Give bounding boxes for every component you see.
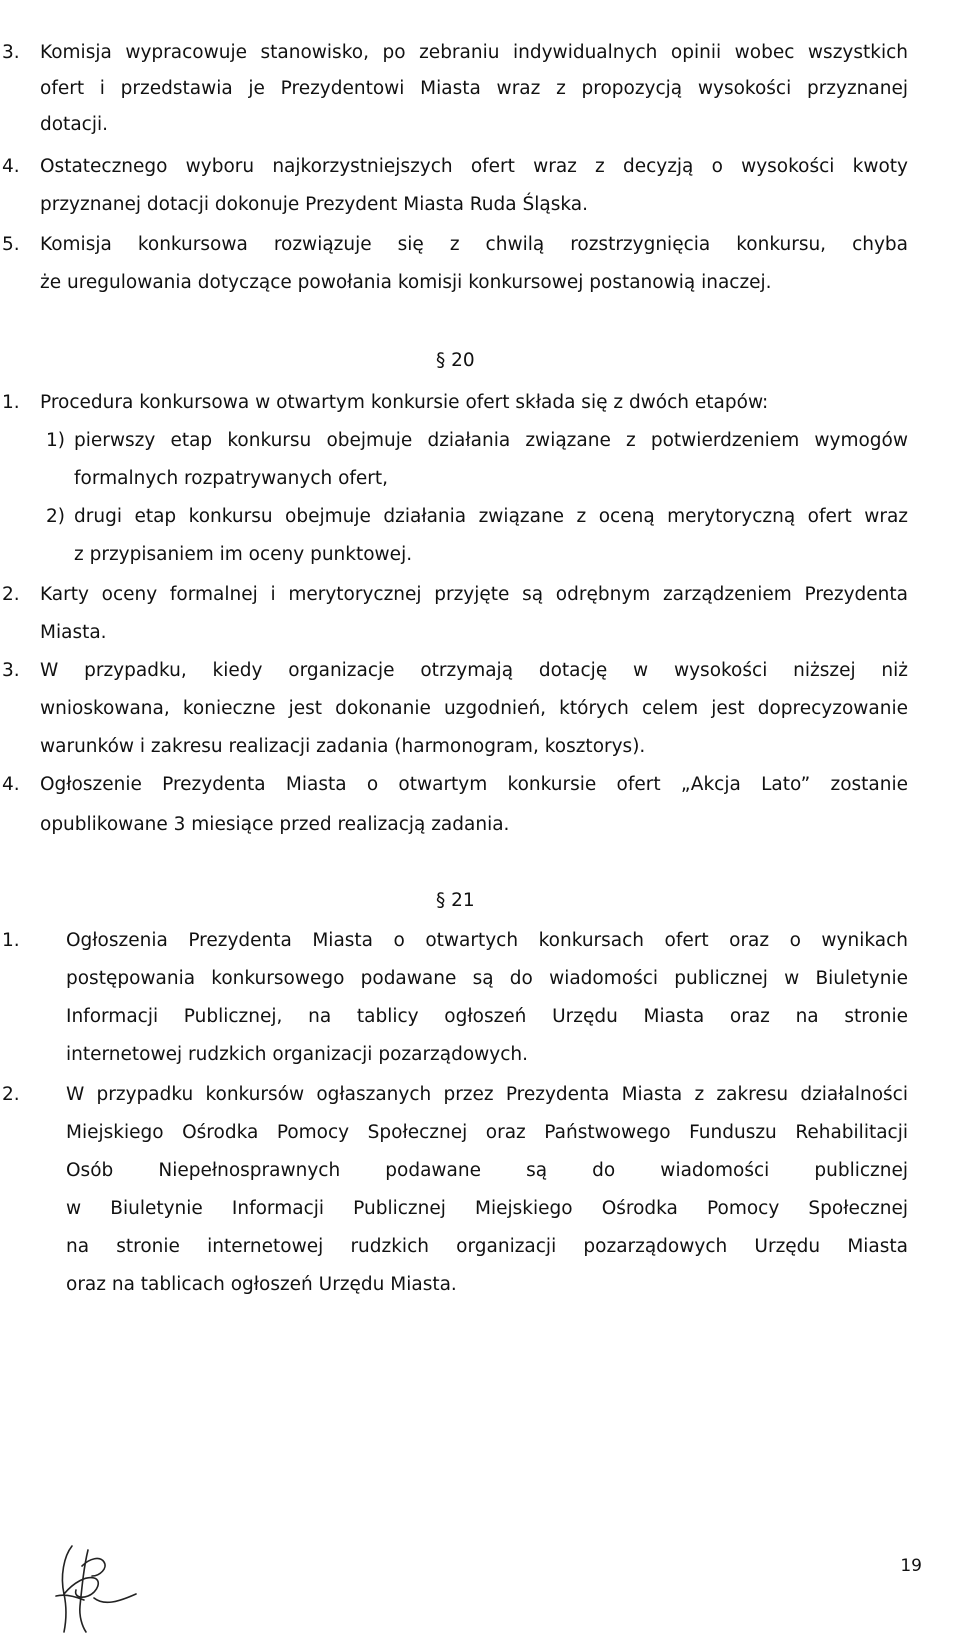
paragraph-line: warunków i zakresu realizacji zadania (harmonogram, kosztorys).	[40, 736, 646, 757]
paragraph-line: dotacji.	[40, 114, 108, 135]
paragraph-line: Komisja wypracowuje stanowisko, po zebraniu indywidualnych opinii wobec wszystkich	[40, 42, 908, 63]
page-number: 19	[900, 1556, 922, 1576]
paragraph-line: drugi etap konkursu obejmuje działania związane z oceną merytoryczną ofert wraz	[74, 506, 908, 527]
paragraph-line: Karty oceny formalnej i merytorycznej przyjęte są odrębnym zarządzeniem Prezydenta	[40, 584, 908, 605]
paragraph-line: oraz na tablicach ogłoszeń Urzędu Miasta.	[66, 1274, 457, 1295]
paragraph-line: postępowania konkursowego podawane są do wiadomości publicznej w Biuletynie	[66, 968, 908, 989]
sub-item-number: 1)	[46, 430, 65, 451]
paragraph-line: Miejskiego Ośrodka Pomocy Społecznej oraz Państwowego Funduszu Rehabilitacji	[66, 1122, 908, 1143]
section-heading: § 21	[436, 890, 475, 911]
paragraph-line: że uregulowania dotyczące powołania komisji konkursowej postanowią inaczej.	[40, 272, 772, 293]
paragraph-line: pierwszy etap konkursu obejmuje działania związane z potwierdzeniem wymogów	[74, 430, 908, 451]
paragraph-line: internetowej rudzkich organizacji pozarządowych.	[66, 1044, 529, 1065]
item-number: 4.	[2, 156, 20, 177]
paragraph-line: Informacji Publicznej, na tablicy ogłoszeń Urzędu Miasta oraz na stronie	[66, 1006, 908, 1027]
item-number: 3.	[2, 42, 20, 63]
paragraph-line: opublikowane 3 miesiące przed realizacją zadania.	[40, 814, 510, 835]
paragraph-line: Komisja konkursowa rozwiązuje się z chwilą rozstrzygnięcia konkursu, chyba	[40, 234, 908, 255]
paragraph-line: Procedura konkursowa w otwartym konkursie ofert składa się z dwóch etapów:	[40, 392, 769, 413]
paragraph-line: Ogłoszenia Prezydenta Miasta o otwartych konkursach ofert oraz o wynikach	[66, 930, 908, 951]
paragraph-line: W przypadku, kiedy organizacje otrzymają dotację w wysokości niższej niż	[40, 660, 908, 681]
item-number: 2.	[2, 1084, 20, 1105]
paragraph-line: ofert i przedstawia je Prezydentowi Miasta wraz z propozycją wysokości przyznanej	[40, 78, 908, 99]
paragraph-line: Miasta.	[40, 622, 107, 643]
item-number: 3.	[2, 660, 20, 681]
paragraph-line: w Biuletynie Informacji Publicznej Miejskiego Ośrodka Pomocy Społecznej	[66, 1198, 908, 1219]
paragraph-line: przyznanej dotacji dokonuje Prezydent Miasta Ruda Śląska.	[40, 194, 588, 215]
item-number: 2.	[2, 584, 20, 605]
item-number: 1.	[2, 930, 20, 951]
paragraph-line: na stronie internetowej rudzkich organizacji pozarządowych Urzędu Miasta	[66, 1236, 908, 1257]
paragraph-line: Ostatecznego wyboru najkorzystniejszych ofert wraz z decyzją o wysokości kwoty	[40, 156, 908, 177]
paragraph-line: formalnych rozpatrywanych ofert,	[74, 468, 389, 489]
paragraph-line: W przypadku konkursów ogłaszanych przez Prezydenta Miasta z zakresu działalności	[66, 1084, 908, 1105]
paragraph-line: z przypisaniem im oceny punktowej.	[74, 544, 413, 565]
paragraph-line: Osób Niepełnosprawnych podawane są do wiadomości publicznej	[66, 1160, 908, 1181]
item-number: 1.	[2, 392, 20, 413]
sub-item-number: 2)	[46, 506, 65, 527]
paragraph-line: Ogłoszenie Prezydenta Miasta o otwartym konkursie ofert „Akcja Lato” zostanie	[40, 774, 908, 795]
item-number: 5.	[2, 234, 20, 255]
paragraph-line: wnioskowana, konieczne jest dokonanie uzgodnień, których celem jest doprecyzowanie	[40, 698, 908, 719]
item-number: 4.	[2, 774, 20, 795]
section-heading: § 20	[436, 350, 475, 371]
signature-image	[34, 1536, 144, 1636]
